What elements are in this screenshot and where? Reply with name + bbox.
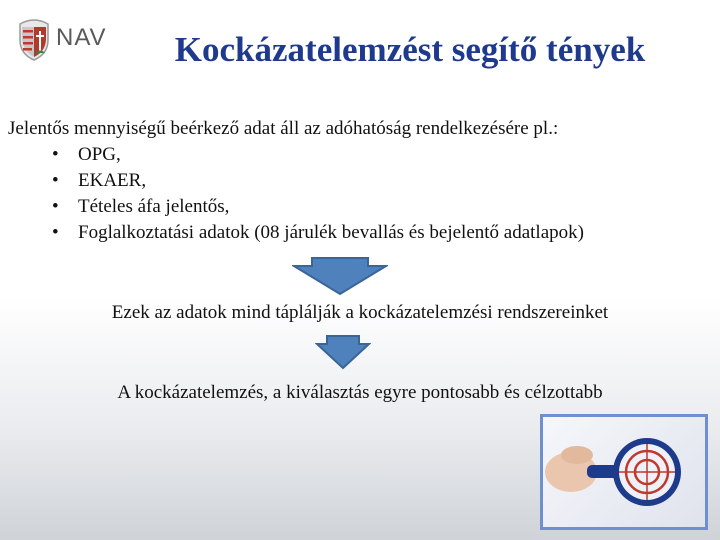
bullet-list — [52, 142, 584, 246]
statement-data-feeds: Ezek az adatok mind táplálják a kockázatelemzési rendszereinket — [111, 302, 609, 323]
logo-text: NAV — [56, 24, 107, 51]
coat-of-arms-icon — [16, 18, 52, 62]
list-item: • Foglalkoztatási adatok (08 járulék bevallás és bejelentő adatlapok) — [52, 220, 584, 246]
list-item: • OPG, — [52, 142, 584, 168]
page-title: Kockázatelemzést segítő tények — [174, 30, 646, 69]
list-item: • Tételes áfa jelentős, — [52, 194, 584, 220]
down-arrow-icon — [292, 256, 388, 296]
intro-text: Jelentős mennyiségű beérkező adat áll az adóhatóság rendelkezésére pl.: — [8, 118, 559, 139]
nav-logo — [16, 18, 116, 62]
statement-targeting: A kockázatelemzés, a kiválasztás egyre pontosabb és célzottabb — [117, 382, 603, 403]
target-icon — [543, 417, 705, 527]
target-magnifier-image — [540, 414, 708, 530]
down-arrow-icon — [315, 334, 371, 370]
list-item: • EKAER, — [52, 168, 584, 194]
bullet-icon: • — [52, 170, 59, 191]
bullet-icon: • — [52, 196, 59, 217]
bullet-icon: • — [52, 144, 59, 165]
bullet-icon: • — [52, 222, 59, 243]
